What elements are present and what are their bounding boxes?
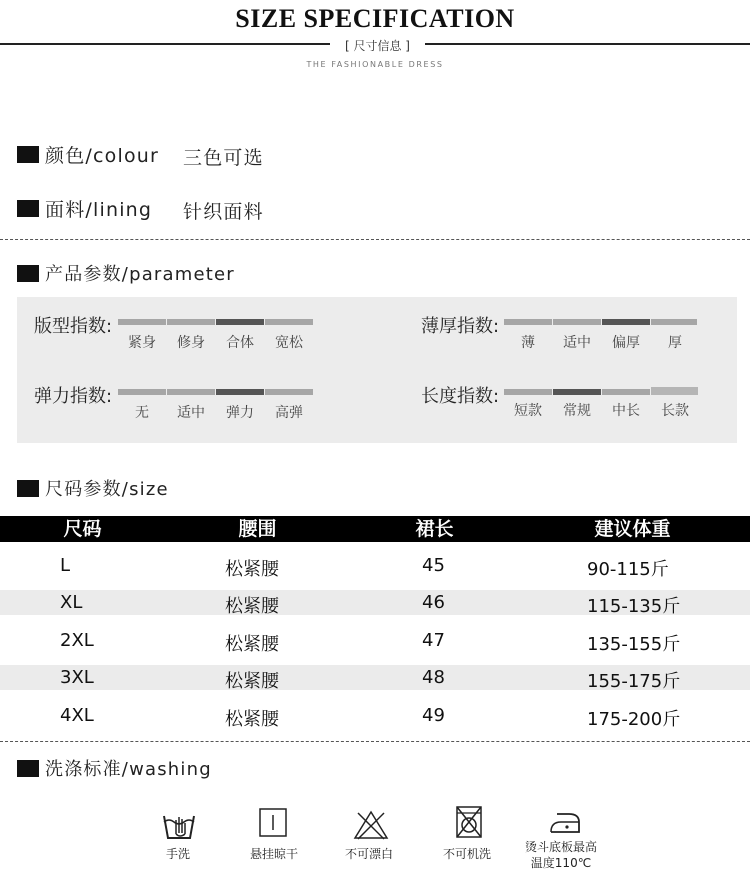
length-cell: 45: [422, 555, 445, 576]
section-divider: [0, 741, 750, 742]
hang-dry-icon: [253, 806, 293, 842]
size-cell: 4XL: [60, 705, 94, 726]
param-bar: [167, 389, 215, 395]
param-bar: [602, 389, 650, 395]
param-option: 长款: [661, 403, 689, 419]
size-header-waist: 腰围: [238, 518, 277, 540]
section-marker: [17, 146, 39, 163]
weight-cell: 90-115斤: [587, 559, 669, 580]
param-bar: [265, 389, 313, 395]
section-divider: [0, 239, 750, 240]
size-cell: XL: [60, 592, 83, 613]
weight-cell: 135-155斤: [587, 634, 681, 655]
param-option: 修身: [177, 335, 205, 351]
section-marker: [17, 200, 39, 217]
param-option: 适中: [563, 335, 591, 351]
param-title-thickness: 薄厚指数:: [421, 316, 500, 337]
param-bar: [553, 319, 601, 325]
colour-value: 三色可选: [183, 147, 264, 169]
page-title: SIZE SPECIFICATION: [235, 4, 515, 33]
size-header-length: 裙长: [415, 518, 454, 540]
no-bleach-icon: [351, 808, 391, 844]
no-machine-wash-label: 不可机洗: [442, 847, 491, 861]
param-bar: [651, 387, 698, 395]
param-bar: [118, 319, 166, 325]
param-bar: [504, 389, 552, 395]
param-option-selected: 合体: [226, 335, 254, 351]
param-option-selected: 偏厚: [612, 335, 640, 351]
param-title-elasticity: 弹力指数:: [34, 386, 113, 407]
param-option: 薄: [521, 335, 535, 351]
no-machine-wash-icon: [449, 804, 489, 840]
size-cell: 2XL: [60, 630, 94, 651]
waist-cell: 松紧腰: [225, 596, 279, 617]
param-title-fit: 版型指数:: [34, 316, 113, 337]
title-divider-left: [0, 43, 330, 45]
param-option-selected: 常规: [563, 403, 591, 419]
param-option: 中长: [612, 403, 640, 419]
param-bar-selected: [216, 319, 264, 325]
param-bar-selected: [216, 389, 264, 395]
tagline: THE FASHIONABLE DRESS: [306, 60, 444, 69]
param-bar-selected: [553, 389, 601, 395]
waist-cell: 松紧腰: [225, 709, 279, 730]
waist-cell: 松紧腰: [225, 559, 279, 580]
hang-dry-label: 悬挂晾干: [249, 847, 298, 861]
size-cell: 3XL: [60, 667, 94, 688]
weight-cell: 175-200斤: [587, 709, 681, 730]
param-option: 无: [135, 405, 149, 421]
iron-icon: [545, 806, 585, 842]
length-cell: 47: [422, 630, 445, 651]
param-option: 高弹: [275, 405, 303, 421]
colour-label: 颜色/colour: [45, 145, 160, 167]
waist-cell: 松紧腰: [225, 634, 279, 655]
length-cell: 49: [422, 705, 445, 726]
weight-cell: 115-135斤: [587, 596, 681, 617]
section-marker: [17, 760, 39, 777]
param-option: 短款: [514, 403, 542, 419]
parameter-section-label: 产品参数/parameter: [45, 264, 235, 285]
hand-wash-icon: [159, 808, 199, 844]
hand-wash-label: 手洗: [165, 847, 190, 861]
weight-cell: 155-175斤: [587, 671, 681, 692]
param-option-selected: 弹力: [226, 405, 254, 421]
param-bar: [504, 319, 552, 325]
section-marker: [17, 265, 39, 282]
param-bar: [118, 389, 166, 395]
param-option: 紧身: [128, 335, 156, 351]
size-header-size: 尺码: [63, 518, 102, 540]
length-cell: 48: [422, 667, 445, 688]
param-bar: [651, 319, 697, 325]
no-bleach-label: 不可漂白: [344, 847, 393, 861]
lining-value: 针织面料: [183, 201, 264, 223]
iron-label-line1: 烫斗底板最高: [524, 840, 597, 854]
param-bar-selected: [602, 319, 650, 325]
size-section-label: 尺码参数/size: [45, 479, 169, 500]
param-bar: [167, 319, 215, 325]
section-marker: [17, 480, 39, 497]
param-title-length: 长度指数:: [421, 386, 500, 407]
iron-label-line2: 温度110℃: [530, 856, 592, 870]
param-bar: [265, 319, 313, 325]
size-header-weight: 建议体重: [594, 518, 671, 540]
param-option: 厚: [668, 335, 682, 351]
page-subtitle: [ 尺寸信息 ]: [345, 39, 410, 53]
length-cell: 46: [422, 592, 445, 613]
param-option: 适中: [177, 405, 205, 421]
param-option: 宽松: [275, 335, 303, 351]
title-divider-right: [425, 43, 750, 45]
washing-section-label: 洗涤标准/washing: [45, 759, 212, 780]
lining-label: 面料/lining: [45, 199, 153, 221]
size-cell: L: [60, 555, 71, 576]
waist-cell: 松紧腰: [225, 671, 279, 692]
